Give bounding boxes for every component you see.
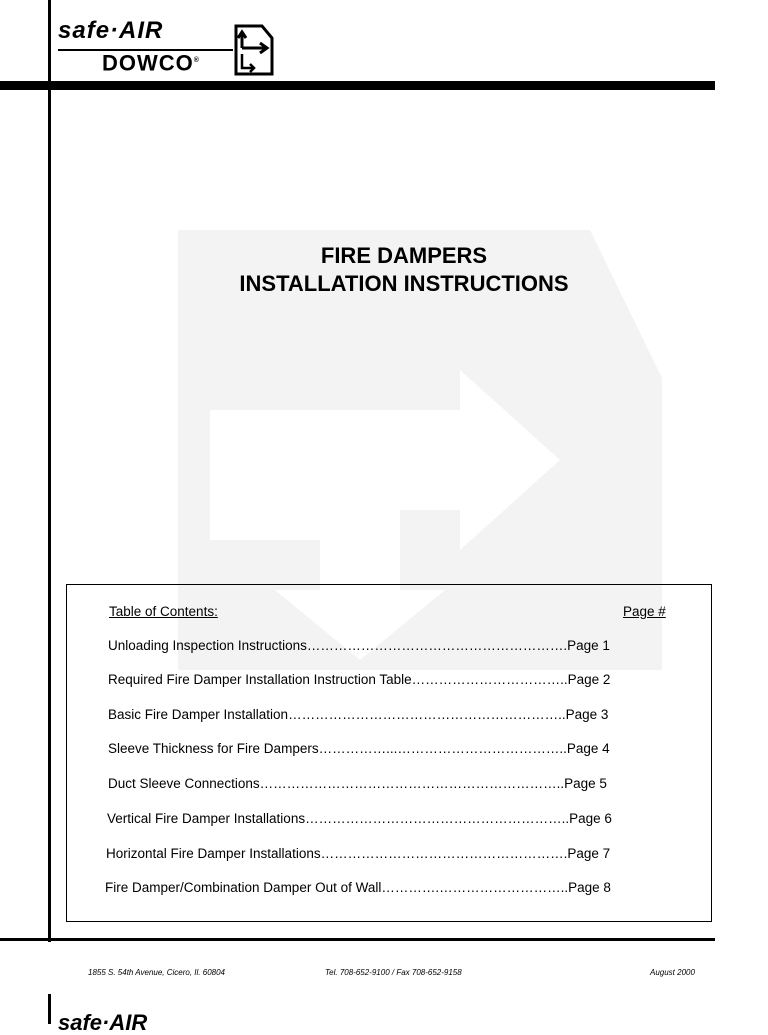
toc-page-heading: Page #: [623, 604, 666, 619]
safe-air-dowco-arrow-icon: [234, 24, 274, 76]
header-rule: [0, 81, 715, 90]
toc-heading: Table of Contents:: [109, 604, 218, 619]
left-vertical-rule: [48, 0, 51, 942]
logo-line-dowco: [102, 49, 200, 75]
document-title-line-2: INSTALLATION INSTRUCTIONS: [239, 271, 569, 296]
toc-entry: Vertical Fire Damper Installations…………………………………………………..Page 6: [107, 811, 612, 826]
toc-entry: Duct Sleeve Connections…………………………………………………………..Page 5: [108, 776, 607, 791]
left-vertical-rule-bottom: [48, 994, 51, 1024]
logo-dowco-text: DOWCO: [102, 50, 194, 76]
document-title-line-1: FIRE DAMPERS: [320, 243, 488, 268]
toc-entry: Fire Damper/Combination Damper Out of Wall………….………………………..Page 8: [105, 880, 611, 895]
logo-line-safe-air: safe·AIR: [58, 17, 164, 44]
toc-entry: Basic Fire Damper Installation……………………………………………………..Page 3: [108, 707, 609, 722]
footer-phone: Tel. 708-652-9100 / Fax 708-652-9158: [325, 968, 462, 977]
logo-registered-mark: ®: [193, 57, 200, 64]
footer-rule: [0, 938, 715, 941]
toc-entry: Sleeve Thickness for Fire Dampers……………...………………………………..Page 4: [108, 741, 610, 756]
toc-entry: Required Fire Damper Installation Instruction Table……………………………..Page 2: [108, 672, 611, 687]
toc-entry: Unloading Inspection Instructions………………………………………………….Page 1: [108, 638, 610, 653]
footer-address: 1855 S. 54th Avenue, Cicero, Il. 60804: [88, 968, 225, 977]
company-logo: [58, 18, 278, 78]
footer-date: August 2000: [650, 968, 695, 977]
next-page-logo: safe·AIR: [58, 1010, 148, 1035]
toc-entry: Horizontal Fire Damper Installations……………………………………………….Page 7: [106, 846, 611, 861]
